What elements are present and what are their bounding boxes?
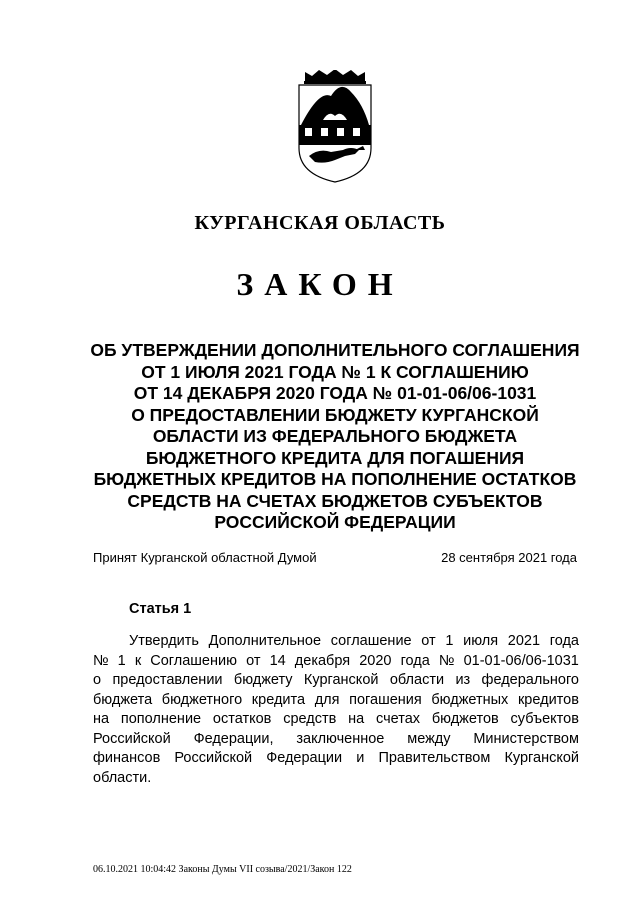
title-line: ОБ УТВЕРЖДЕНИИ ДОПОЛНИТЕЛЬНОГО СОГЛАШЕНИЯ <box>90 340 580 360</box>
article-word: 1 <box>117 652 126 669</box>
article-word: о <box>93 672 102 688</box>
article-word: декабря <box>294 652 351 669</box>
article-word: 2020 <box>359 652 392 669</box>
article-word: между <box>407 730 451 747</box>
article-word: для <box>314 691 340 708</box>
article-word: погашения <box>349 691 422 708</box>
title-line: СРЕДСТВ НА СЧЕТАХ БЮДЖЕТОВ СУБЪЕКТОВ <box>127 490 543 511</box>
adoption-date: 28 сентября 2021 года <box>441 550 577 565</box>
article-word: бюджета <box>93 691 153 708</box>
article-word: Соглашению <box>150 652 237 669</box>
article-word: года <box>549 633 579 649</box>
article-word: на <box>348 711 365 727</box>
article-word: 2021 <box>507 633 541 649</box>
article-word: Российской <box>93 730 171 747</box>
adoption-info <box>93 550 577 568</box>
article-word: Федерации <box>266 750 343 766</box>
article-word: федерального <box>481 672 579 688</box>
article-word: 01-01-06/06-1031 <box>463 652 579 669</box>
article-heading: Статья 1 <box>129 601 192 617</box>
article-word: соглашение <box>330 633 412 649</box>
article-word: и <box>356 750 365 766</box>
article-word: 1 <box>445 633 454 649</box>
title-line: БЮДЖЕТНЫХ КРЕДИТОВ НА ПОПОЛНЕНИЕ ОСТАТКОВ <box>93 469 577 489</box>
article-line <box>93 691 579 711</box>
article-word: Дополнительное <box>208 633 322 649</box>
title-line: ОБЛАСТИ ИЗ ФЕДЕРАЛЬНОГО БЮДЖЕТА <box>152 426 518 446</box>
article-word: Федерации, <box>193 730 274 747</box>
article-word: области <box>389 672 445 688</box>
article-word: июля <box>463 633 499 649</box>
article-word: остатков <box>212 711 272 727</box>
title-line: БЮДЖЕТНОГО КРЕДИТА ДЛЯ ПОГАШЕНИЯ <box>145 447 525 468</box>
article-word: из <box>455 672 471 688</box>
article-word: счетах <box>376 711 421 727</box>
article-word: № <box>438 652 455 669</box>
article-line <box>93 652 579 672</box>
article-line <box>93 710 579 730</box>
title-line: ОТ 14 ДЕКАБРЯ 2020 ГОДА № 01-01-06/06-1031 <box>133 383 537 403</box>
article-word: пополнение <box>120 711 202 727</box>
title-line: РОССИЙСКОЙ ФЕДЕРАЦИИ <box>214 512 456 532</box>
article-line <box>93 749 579 769</box>
article-word: Курганской <box>504 750 579 766</box>
article-word: средств <box>283 711 337 727</box>
article-word: бюджетов <box>431 711 499 727</box>
article-word: от <box>421 633 436 649</box>
article-word: субъектов <box>510 711 579 727</box>
document-type-heading: ЗАКОН <box>236 266 404 302</box>
article-line: области. <box>93 769 152 786</box>
article-word: от <box>246 652 261 669</box>
article-word: предоставлении <box>112 672 223 688</box>
article-word: бюджету <box>233 672 293 688</box>
article-word: Утвердить <box>129 633 199 649</box>
article-word: года <box>400 652 430 669</box>
article-word: Российской <box>174 750 253 766</box>
footer-stamp: 06.10.2021 10:04:42 Законы Думы VII созыва/2021/Закон 122 <box>93 864 352 875</box>
article-line <box>93 632 579 652</box>
article-word: финансов <box>93 750 161 766</box>
article-word: Министерством <box>473 730 579 747</box>
article-word: к <box>134 652 142 669</box>
title-line: ОТ 1 ИЮЛЯ 2021 ГОДА № 1 К СОГЛАШЕНИЮ <box>141 361 529 382</box>
article-word: бюджетных <box>431 691 509 708</box>
article-word: на <box>93 711 110 727</box>
law-title <box>80 340 590 534</box>
accepted-by-text: Принят Курганской областной Думой <box>93 550 317 565</box>
kurgan-oblast-coat-of-arms-icon <box>285 70 385 185</box>
region-name: КУРГАНСКАЯ ОБЛАСТЬ <box>194 212 446 234</box>
article-word: 14 <box>269 652 286 669</box>
article-word: бюджетного <box>161 691 243 708</box>
article-word: Курганской <box>303 672 379 688</box>
title-line: О ПРЕДОСТАВЛЕНИИ БЮДЖЕТУ КУРГАНСКОЙ <box>131 404 539 425</box>
article-line <box>93 730 579 750</box>
article-word: кредита <box>251 691 306 708</box>
article-word: № <box>93 652 109 669</box>
article-body <box>93 632 579 788</box>
article-word: Правительством <box>378 750 491 766</box>
article-line <box>93 671 579 691</box>
article-word: заключенное <box>296 730 385 747</box>
article-word: кредитов <box>517 691 579 708</box>
